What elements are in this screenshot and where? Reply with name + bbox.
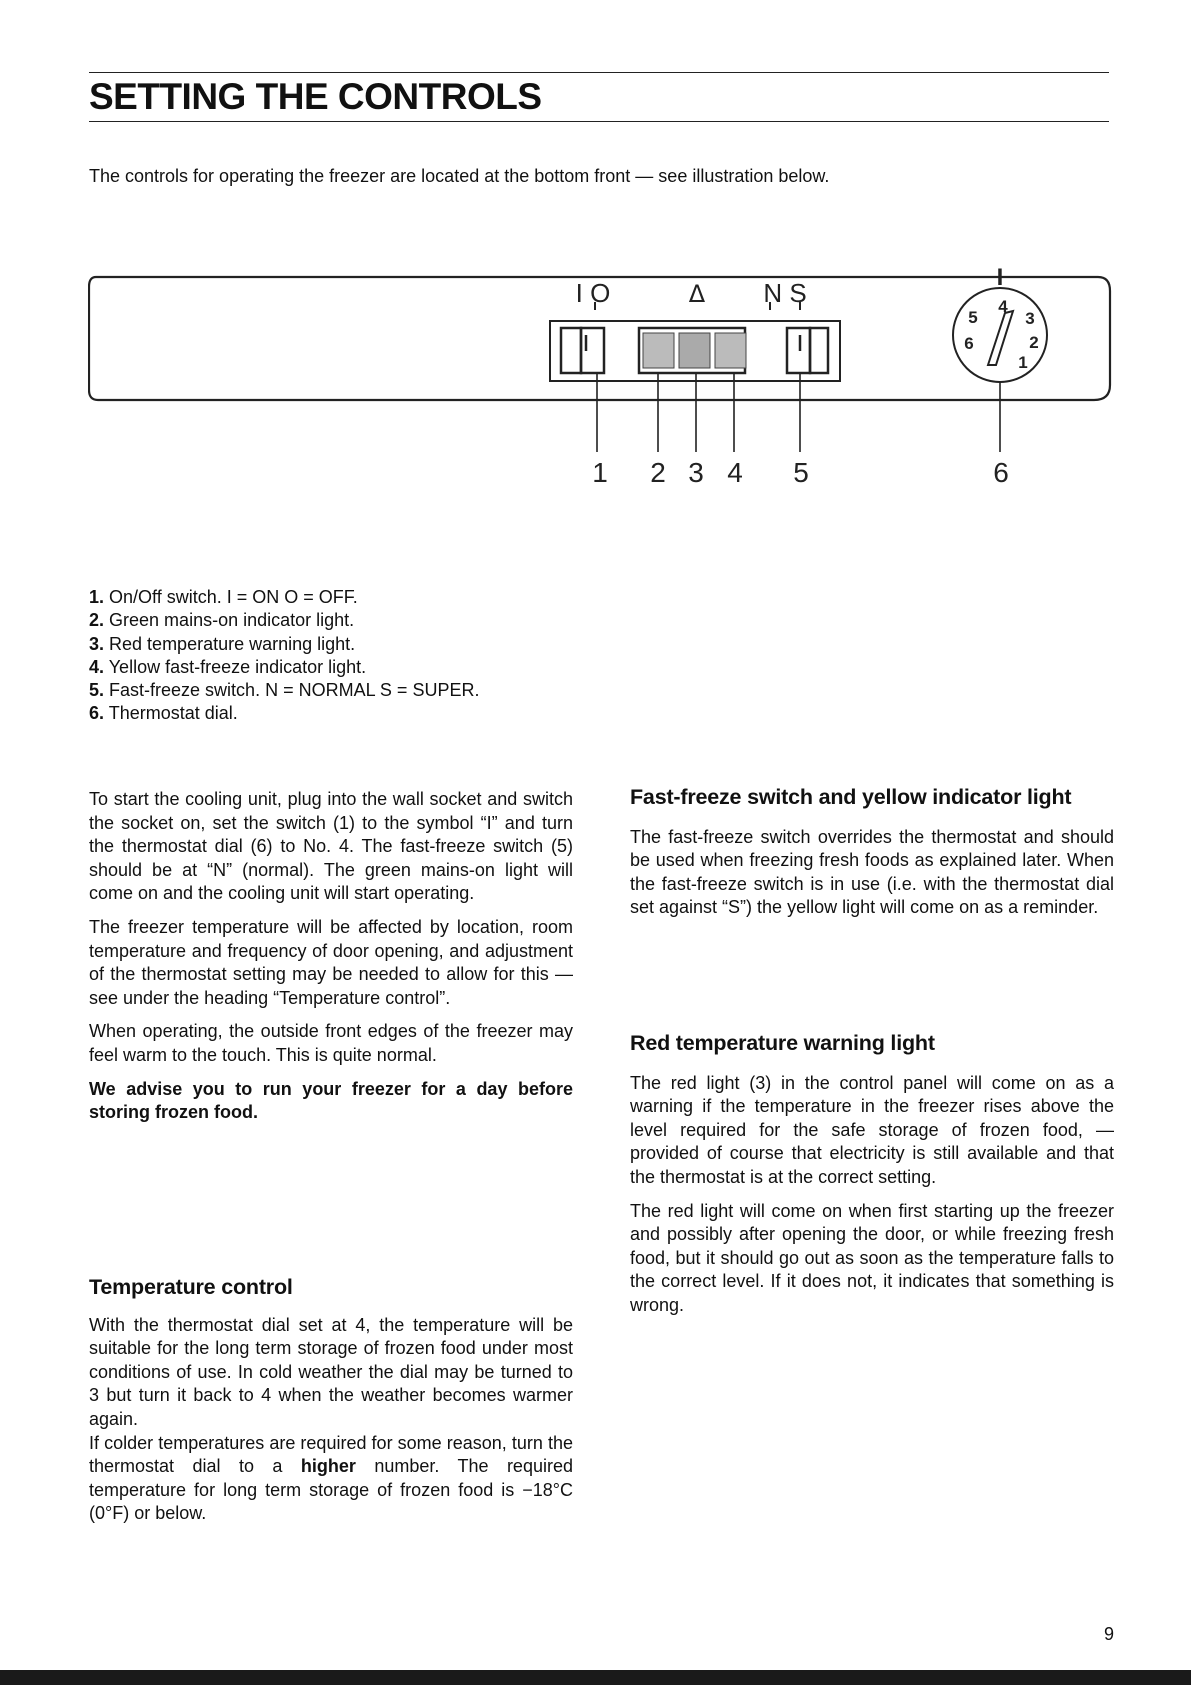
legend-item: 5. Fast-freeze switch. N = NORMAL S = SUPER. [89,680,480,701]
advice-paragraph: We advise you to run your freezer for a day before storing frozen food. [89,1078,573,1123]
legend-item: 4. Yellow fast-freeze indicator light. [89,656,367,677]
svg-text:5: 5 [968,308,978,327]
page-number: 9 [1104,1624,1115,1644]
legend-item: 3. Red temperature warning light. [89,633,356,654]
svg-text:4: 4 [998,297,1008,316]
red-light-startup-paragraph: The red light will come on when first starting up the freezer and possibly after opening the door, or while freezing fresh food, but it should go out as soon as the temperature falls to the correct level. If it does not, it indicates that something is wrong. [630,1200,1114,1315]
callout-6: 6 [993,457,1009,488]
on-off-switch [561,328,581,373]
left-column [89,788,573,1125]
page-title: SETTING THE CONTROLS [89,76,542,117]
fast-freeze-heading: Fast-freeze switch and yellow indicator light [630,785,1072,809]
temperature-control-section [89,1276,573,1526]
svg-text:3: 3 [1025,309,1035,328]
svg-text:6: 6 [964,334,974,353]
fast-freeze-switch [787,328,810,373]
yellow-light [715,333,746,368]
warning-symbol: Δ [688,280,706,308]
control-panel-diagram [88,265,1118,495]
svg-text:2: 2 [1029,333,1039,352]
callout-5: 5 [793,457,809,488]
colder-paragraph: If colder temperatures are required for some reason, turn the thermostat dial to a higher number. The required temperature for long term storage of frozen food is −18°C (0°F) or below. [89,1432,573,1524]
location-paragraph: The freezer temperature will be affected by location, room temperature and frequency of door opening, and adjustment of the thermostat setting may be needed to allow for this — see under the heading “Temperature control”. [89,916,573,1008]
legend-item: 1. On/Off switch. I = ON O = OFF. [89,587,358,607]
callout-2: 2 [650,457,666,488]
dial-pointer [988,311,1013,365]
controls-legend [89,586,479,726]
callout-3: 3 [688,457,704,488]
startup-paragraph: To start the cooling unit, plug into the wall socket and switch the socket on, set the switch (1) to the symbol “I” and turn the thermostat dial (6) to No. 4. The fast-freeze switch (5) should be at “N” (normal). The green mains-on light will come on and the cooling unit will start operating. [89,789,573,904]
bottom-scan-edge [0,1670,1191,1685]
top-rule [89,72,1109,73]
legend-item: 2. Green mains-on indicator light. [89,610,355,631]
thermostat-paragraph: With the thermostat dial set at 4, the temperature will be suitable for the long term storage of frozen food under most conditions of use. In cold weather the dial may be turned to 3 but turn it back to 4 when the weather becomes warmer again. [89,1314,573,1429]
callout-4: 4 [727,457,743,488]
temperature-control-heading: Temperature control [89,1275,293,1299]
warm-edges-paragraph: When operating, the outside front edges of the freezer may feel warm to the touch. This is quite normal. [89,1021,573,1065]
green-light [643,333,674,368]
right-column [630,786,1114,920]
svg-text:1: 1 [1018,353,1028,372]
on-off-switch-rocker [581,328,604,373]
legend-item: 6. Thermostat dial. [89,703,238,724]
on-off-symbol: I O [575,278,611,308]
callout-1: 1 [592,457,608,488]
fast-freeze-paragraph: The fast-freeze switch overrides the thermostat and should be used when freezing fresh foods as explained later. When the fast-freeze switch is in use (i.e. with the thermostat dial set against “S”) the yellow light will come on as a reminder. [630,826,1114,918]
fast-freeze-symbol: N S [763,278,807,308]
intro-text: The controls for operating the freezer are located at the bottom front — see illustration below. [89,166,830,186]
fast-freeze-switch-rocker [810,328,828,373]
title-underline [89,121,1109,122]
red-light [679,333,710,368]
dial-top-mark: I [996,265,1004,291]
red-warning-heading: Red temperature warning light [630,1031,935,1055]
red-light-paragraph: The red light (3) in the control panel will come on as a warning if the temperature in the freezer rises above the level required for the safe storage of frozen food, — provided of course that electricity is still available and that the thermostat is at the correct setting. [630,1072,1114,1187]
red-warning-section [630,1032,1114,1318]
